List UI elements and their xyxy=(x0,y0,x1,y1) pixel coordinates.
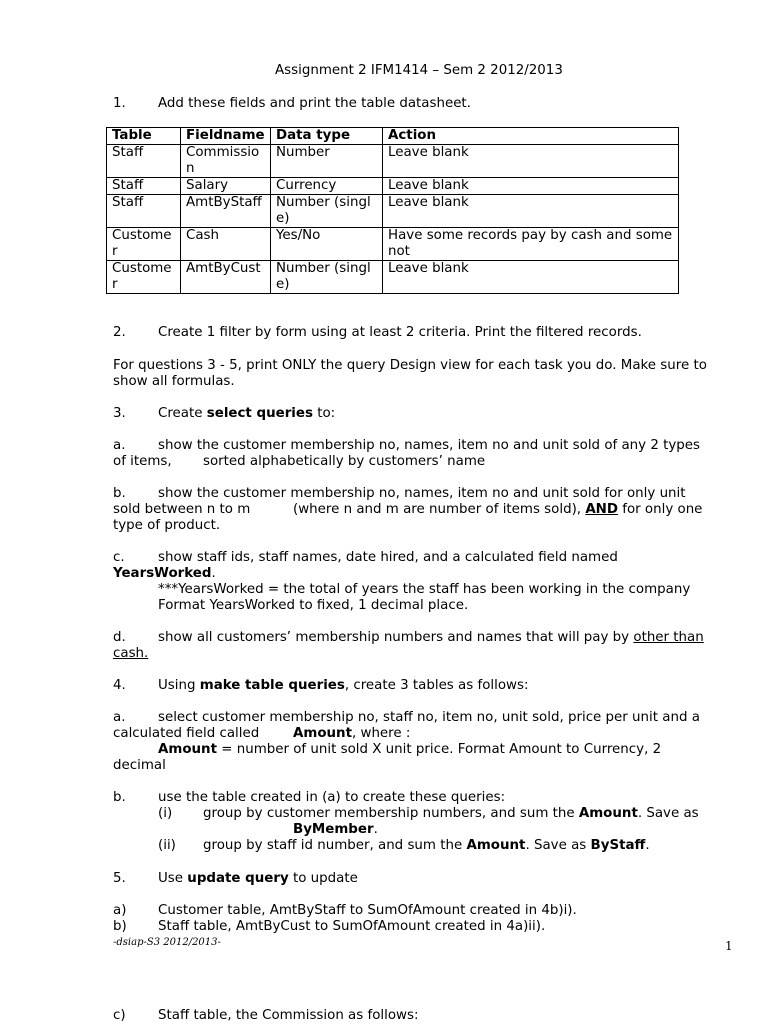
table-cell: Number (single) xyxy=(271,261,383,294)
page-footer: -dsiap-S3 2012/2013- xyxy=(113,937,221,948)
item-text: ***YearsWorked = the total of years the staff has been working in the company xyxy=(158,582,691,597)
question-text xyxy=(158,871,358,887)
header-cell: Fieldname xyxy=(181,128,271,145)
table-cell: AmtByStaff xyxy=(181,195,271,228)
bold-term: YearsWorked xyxy=(113,566,212,581)
table-cell: Yes/No xyxy=(271,228,383,261)
text-run: to update xyxy=(288,871,358,886)
question-number: 4. xyxy=(113,678,126,693)
question-text: Create 1 filter by form using at least 2 criteria. Print the filtered records. xyxy=(158,325,642,340)
table-cell: Leave blank xyxy=(383,178,679,195)
text-run: . xyxy=(373,822,378,837)
text-run: . xyxy=(645,838,650,853)
table-cell: Currency xyxy=(271,178,383,195)
question-number: 1. xyxy=(113,96,126,111)
table-row xyxy=(107,195,679,228)
item-text xyxy=(113,566,216,582)
table-cell: Staff xyxy=(107,178,181,195)
text-run: , create 3 tables as follows: xyxy=(344,678,529,693)
text-run: . Save as xyxy=(637,806,699,821)
header-cell: Data type xyxy=(271,128,383,145)
question-number: 3. xyxy=(113,406,126,421)
bold-term: Amount xyxy=(466,838,526,853)
sub-item-text xyxy=(203,806,699,822)
item-text xyxy=(158,742,661,758)
item-text: sorted alphabetically by customers’ name xyxy=(203,454,486,469)
item-label: b) xyxy=(113,919,127,934)
item-text: show the customer membership no, names, item no and unit sold for only unit xyxy=(158,486,686,501)
item-text: select customer membership no, staff no, item no, unit sold, price per unit and a xyxy=(158,710,700,725)
item-label: d. xyxy=(113,630,126,645)
item-label: c) xyxy=(113,1008,126,1023)
bold-term: ByStaff xyxy=(590,838,646,853)
sub-item-label: (i) xyxy=(158,806,173,821)
text-run: for only one xyxy=(618,502,703,517)
item-text: decimal xyxy=(113,758,166,773)
underlined-text: cash. xyxy=(113,646,149,661)
item-text xyxy=(293,502,702,518)
bold-term: Amount xyxy=(293,726,352,741)
text-run: to: xyxy=(312,406,336,421)
bold-term: select queries xyxy=(206,406,313,421)
bold-term: update query xyxy=(187,871,289,886)
item-text: of items, xyxy=(113,454,172,469)
text-run: Create xyxy=(158,406,207,421)
item-label: b. xyxy=(113,790,126,805)
text-run: Using xyxy=(158,678,200,693)
table-cell: Customer xyxy=(107,228,181,261)
item-text: show staff ids, staff names, date hired, and a calculated field named xyxy=(158,550,618,565)
text-run: . xyxy=(211,566,216,581)
table-row xyxy=(107,228,679,261)
item-text: calculated field called xyxy=(113,726,260,741)
text-run: (where n and m are number of items sold), xyxy=(293,502,586,517)
table-cell: Customer xyxy=(107,261,181,294)
table-cell: Have some records pay by cash and some not xyxy=(383,228,679,261)
question-number: 5. xyxy=(113,871,126,886)
bold-term: ByMember xyxy=(293,822,374,837)
item-label: a. xyxy=(113,710,126,725)
item-text: use the table created in (a) to create these queries: xyxy=(158,790,506,805)
table-cell: Number xyxy=(271,145,383,178)
table-cell: Commission xyxy=(181,145,271,178)
text-run: group by staff id number, and sum the xyxy=(203,838,467,853)
text-run: show all customers’ membership numbers and names that will pay by xyxy=(158,630,634,645)
underlined-text: other than xyxy=(633,630,704,645)
text-run: . Save as xyxy=(525,838,591,853)
table-cell: Staff xyxy=(107,195,181,228)
sub-item-label: (ii) xyxy=(158,838,176,853)
instructions-text: For questions 3 - 5, print ONLY the query Design view for each task you do. Make sure to xyxy=(113,358,707,373)
question-number: 2. xyxy=(113,325,126,340)
item-text: Customer table, AmtByStaff to SumOfAmount created in 4b)i). xyxy=(158,903,577,918)
table-cell: Leave blank xyxy=(383,261,679,294)
page-title: Assignment 2 IFM1414 – Sem 2 2012/2013 xyxy=(275,63,563,78)
item-text xyxy=(293,726,410,742)
table-header-row xyxy=(107,128,679,145)
item-text: Staff table, AmtByCust to SumOfAmount created in 4a)ii). xyxy=(158,919,546,934)
question-text xyxy=(158,406,335,422)
page-number: 1 xyxy=(725,939,733,953)
item-label: a. xyxy=(113,438,126,453)
table-row xyxy=(107,178,679,195)
text-run: Use xyxy=(158,871,188,886)
item-text xyxy=(158,630,704,646)
table-cell: Staff xyxy=(107,145,181,178)
item-label: b. xyxy=(113,486,126,501)
table-cell: Leave blank xyxy=(383,195,679,228)
item-text: Staff table, the Commission as follows: xyxy=(158,1008,419,1023)
question-text xyxy=(158,678,528,694)
bold-term: Amount xyxy=(578,806,638,821)
table-cell: AmtByCust xyxy=(181,261,271,294)
bold-term: Amount xyxy=(158,742,217,757)
header-cell: Table xyxy=(107,128,181,145)
table-row xyxy=(107,261,679,294)
sub-item-text xyxy=(203,838,650,854)
text-run: , where : xyxy=(351,726,411,741)
text-run: = number of unit sold X unit price. Format Amount to Currency, 2 xyxy=(216,742,662,757)
item-text: sold between n to m xyxy=(113,502,251,517)
sub-item-text xyxy=(293,822,378,838)
table-cell: Leave blank xyxy=(383,145,679,178)
table-cell: Number (single) xyxy=(271,195,383,228)
item-label: a) xyxy=(113,903,127,918)
table-cell: Cash xyxy=(181,228,271,261)
table-cell: Salary xyxy=(181,178,271,195)
question-text: Add these fields and print the table datasheet. xyxy=(158,96,471,111)
item-text: Format YearsWorked to fixed, 1 decimal place. xyxy=(158,598,469,613)
fields-table xyxy=(106,127,679,294)
header-cell: Action xyxy=(383,128,679,145)
item-text: show the customer membership no, names, item no and unit sold of any 2 types xyxy=(158,438,701,453)
item-text: type of product. xyxy=(113,518,221,533)
item-label: c. xyxy=(113,550,125,565)
bold-term: make table queries xyxy=(199,678,345,693)
emphasis-and: AND xyxy=(585,502,618,517)
text-run: group by customer membership numbers, and sum the xyxy=(203,806,579,821)
instructions-text: show all formulas. xyxy=(113,374,235,389)
table-row xyxy=(107,145,679,178)
